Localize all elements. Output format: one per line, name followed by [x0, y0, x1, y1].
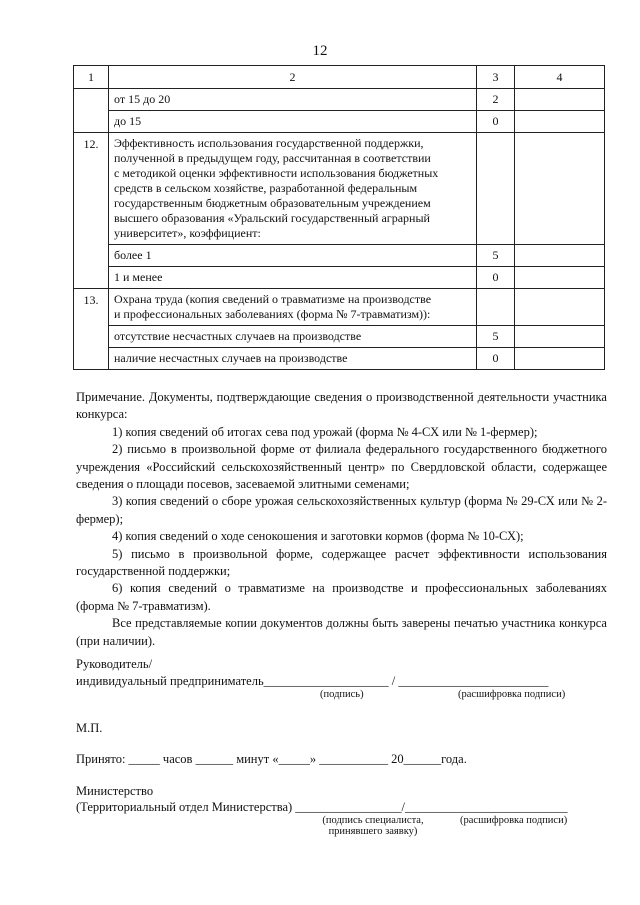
description-line: 1 и менее [114, 270, 163, 284]
row-description [109, 111, 477, 133]
decode-caption: (расшифровка подписи) [458, 689, 566, 700]
table-row [74, 326, 605, 348]
description-line: наличие несчастных случаев на производстве [114, 351, 348, 365]
description-line: отсутствие несчастных случаев на производстве [114, 329, 362, 343]
table-row [74, 133, 605, 245]
table-row [74, 111, 605, 133]
description-line: от 15 до 20 [114, 92, 171, 106]
header-col-2: 2 [109, 66, 477, 89]
specialist-caption-1: (подпись специалиста, [322, 815, 424, 826]
row-description [109, 245, 477, 267]
description-line: средств в сельском хозяйстве, разработанной федеральным [114, 181, 418, 195]
note-item: 3) копия сведений о сборе урожая сельскохозяйственных культур (форма № 29-СХ или № 2-фермер); [76, 494, 607, 526]
row-description [109, 326, 477, 348]
signature-caption: (подпись) [320, 689, 364, 700]
specialist-caption [308, 815, 438, 837]
row-score: 0 [477, 111, 515, 133]
note-item: 1) копия сведений об итогах сева под урожай (форма № 4-СХ или № 1-фермер); [112, 424, 538, 439]
row-score: 5 [477, 326, 515, 348]
row-score: 5 [477, 245, 515, 267]
description-line: Эффективность использования государственной поддержки, [114, 136, 424, 150]
header-col-3: 3 [477, 66, 515, 89]
description-line: с методикой оценки эффективности использования бюджетных [114, 166, 439, 180]
row-description [109, 133, 477, 245]
table-row [74, 289, 605, 326]
head-signature-line: индивидуальный предприниматель____________________ / ________________________ [76, 674, 549, 688]
row-value [515, 348, 605, 370]
row-score: 2 [477, 89, 515, 111]
description-line: высшего образования «Уральский государственный аграрный [114, 211, 430, 225]
note-item: Все представляемые копии документов должны быть заверены печатью участника конкурса (при наличии). [76, 616, 607, 648]
table-header-row [74, 66, 605, 89]
ministry-label: Министерство [76, 784, 154, 798]
row-number: 12. [74, 133, 109, 289]
note-section [76, 389, 607, 650]
row-score: 0 [477, 267, 515, 289]
page-number: 12 [312, 43, 328, 59]
row-value [515, 89, 605, 111]
table-row [74, 245, 605, 267]
row-score [477, 133, 515, 245]
stamp-label: М.П. [76, 721, 103, 735]
table-row [74, 267, 605, 289]
header-col-1: 1 [74, 66, 109, 89]
description-line: полученной в предыдущем году, рассчитанная в соответствии [114, 151, 431, 165]
description-line: университет», коэффициент: [114, 226, 261, 240]
specialist-caption-2: принявшего заявку) [328, 826, 418, 837]
header-col-4: 4 [515, 66, 605, 89]
row-score [477, 289, 515, 326]
row-number [74, 89, 109, 133]
row-value [515, 267, 605, 289]
ministry-signature-line: (Территориальный отдел Министерства) _________________/__________________________ [76, 800, 568, 814]
description-line: и профессиональных заболеваниях (форма № 7-травматизм)): [114, 307, 431, 321]
row-description [109, 267, 477, 289]
row-value [515, 133, 605, 245]
description-line: Охрана труда (копия сведений о травматизме на производстве [114, 292, 432, 306]
row-description [109, 289, 477, 326]
row-value [515, 245, 605, 267]
row-description [109, 348, 477, 370]
row-number: 13. [74, 289, 109, 370]
row-description [109, 89, 477, 111]
description-line: до 15 [114, 114, 142, 128]
table-row [74, 348, 605, 370]
row-score: 0 [477, 348, 515, 370]
description-line: государственным бюджетным образовательным учреждением [114, 196, 431, 210]
decode-caption-2: (расшифровка подписи) [460, 815, 568, 826]
note-item: 4) копия сведений о ходе сенокошения и заготовки кормов (форма № 10-СХ); [112, 529, 524, 544]
head-label: Руководитель/ [76, 657, 153, 671]
note-item: 6) копия сведений о травматизме на производстве и профессиональных заболеваниях (форма № 7-травматизм). [76, 581, 607, 613]
criteria-table [73, 65, 605, 370]
note-intro: Примечание. Документы, подтверждающие сведения о производственной деятельности участника конкурса: [76, 390, 607, 422]
accepted-line: Принято: _____ часов ______ минут «_____» ___________ 20______года. [76, 752, 467, 766]
row-value [515, 289, 605, 326]
table-row [74, 89, 605, 111]
note-item: 5) письмо в произвольной форме, содержащее расчет эффективности использования государственной поддержки; [76, 546, 607, 579]
description-line: более 1 [114, 248, 152, 262]
row-value [515, 111, 605, 133]
row-value [515, 326, 605, 348]
note-item: 2) письмо в произвольной форме от филиала федерального государственного бюджетного учреждения «Российский сельскохозяйственный центр» по Свердловской области, содержащее сведения о площади посевов, засеваемой элитными семенами; [76, 442, 607, 492]
